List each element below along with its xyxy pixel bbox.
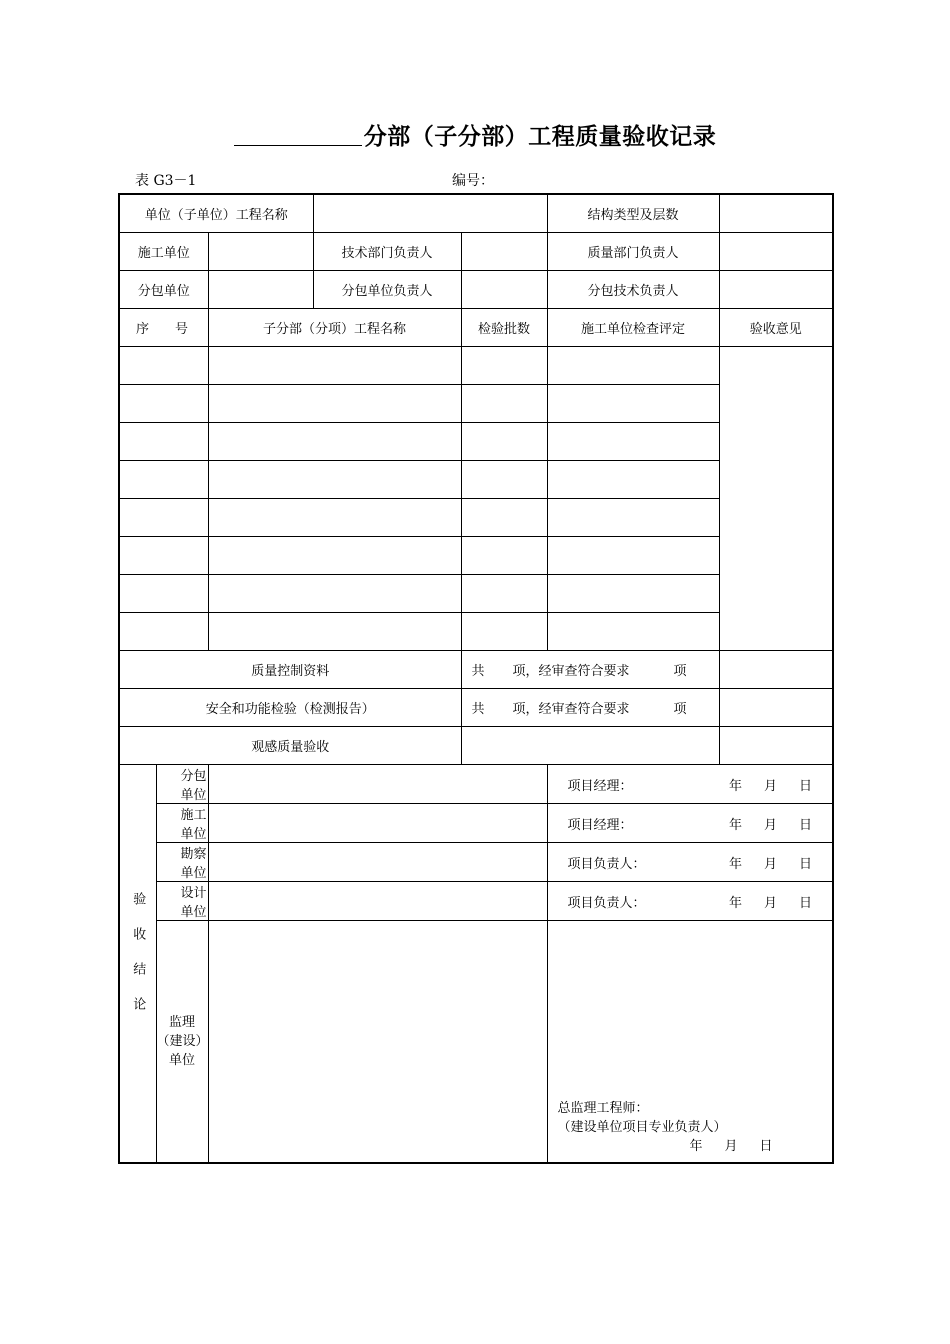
date-line: 年 月 日 xyxy=(728,895,812,911)
inspection-cell[interactable] xyxy=(547,461,719,499)
seq-cell[interactable] xyxy=(119,385,208,423)
seq-cell[interactable] xyxy=(119,423,208,461)
safety-check-opinion[interactable] xyxy=(719,689,833,727)
safety-check-count[interactable] xyxy=(461,689,719,727)
header-row-2 xyxy=(119,233,833,271)
sign-label: 项目负责人： xyxy=(567,856,646,872)
unit-name-label: 单位（子单位）工程名称 xyxy=(119,194,313,233)
name-cell[interactable] xyxy=(208,347,461,385)
quality-docs-count[interactable] xyxy=(461,651,719,689)
owner-rep-label: （建设单位项目专业负责人） xyxy=(557,1120,727,1135)
quality-docs-row xyxy=(119,651,833,689)
appearance-label: 观感质量验收 xyxy=(119,727,461,765)
unit-label: 施工单位 xyxy=(156,804,208,843)
col-batches: 检验批数 xyxy=(461,309,547,347)
form-title xyxy=(0,118,950,151)
sign-label: 项目经理： xyxy=(567,817,633,833)
appearance-row xyxy=(119,727,833,765)
constructor-field[interactable] xyxy=(208,233,313,271)
date-line: 年 月 日 xyxy=(728,856,812,872)
count-approved-label: 项，经审查符合要求 xyxy=(512,664,630,679)
quality-docs-label: 质量控制资料 xyxy=(119,651,461,689)
supervisor-row xyxy=(119,921,833,1164)
opinion-cell[interactable] xyxy=(719,347,833,651)
inspection-cell[interactable] xyxy=(547,537,719,575)
form-title-text: 分部（子分部）工程质量验收记录 xyxy=(363,124,717,150)
unit-label: 勘察单位 xyxy=(156,843,208,882)
title-blank[interactable] xyxy=(234,123,362,146)
batches-cell[interactable] xyxy=(461,347,547,385)
tech-dept-label: 技术部门负责人 xyxy=(313,233,461,271)
unit-remark-field[interactable] xyxy=(208,804,547,843)
unit-remark-field[interactable] xyxy=(208,843,547,882)
sign-cell[interactable] xyxy=(547,804,833,843)
seq-cell[interactable] xyxy=(119,575,208,613)
chief-engineer-label: 总监理工程师： xyxy=(557,1101,649,1116)
col-inspection: 施工单位检查评定 xyxy=(547,309,719,347)
seq-cell[interactable] xyxy=(119,499,208,537)
acceptance-table xyxy=(118,193,834,1164)
quality-dept-label: 质量部门负责人 xyxy=(547,233,719,271)
name-cell[interactable] xyxy=(208,537,461,575)
batches-cell[interactable] xyxy=(461,575,547,613)
conclusion-row xyxy=(119,804,833,843)
batches-cell[interactable] xyxy=(461,461,547,499)
unit-label: 分包单位 xyxy=(156,765,208,804)
quality-docs-opinion[interactable] xyxy=(719,651,833,689)
sign-label: 项目经理： xyxy=(567,778,633,794)
sign-cell[interactable] xyxy=(547,882,833,921)
unit-label: 设计单位 xyxy=(156,882,208,921)
form-number: 表 G3－1 xyxy=(135,173,197,189)
supervisor-sign-cell[interactable] xyxy=(547,921,833,1164)
sign-label: 项目负责人： xyxy=(567,895,646,911)
tech-dept-field[interactable] xyxy=(461,233,547,271)
sub-unit-head-label: 分包单位负责人 xyxy=(313,271,461,309)
seq-cell[interactable] xyxy=(119,613,208,651)
inspection-cell[interactable] xyxy=(547,385,719,423)
column-header-row xyxy=(119,309,833,347)
batches-cell[interactable] xyxy=(461,499,547,537)
inspection-cell[interactable] xyxy=(547,423,719,461)
unit-remark-field[interactable] xyxy=(208,882,547,921)
sign-cell[interactable] xyxy=(547,843,833,882)
count-approved-label: 项，经审查符合要求 xyxy=(512,702,630,717)
batches-cell[interactable] xyxy=(461,385,547,423)
inspection-cell[interactable] xyxy=(547,499,719,537)
conclusion-row xyxy=(119,765,833,804)
header-row-3 xyxy=(119,271,833,309)
date-line: 年 月 日 xyxy=(689,1139,773,1154)
subcontractor-label: 分包单位 xyxy=(119,271,208,309)
structure-field[interactable] xyxy=(719,194,833,233)
count-total-label: 共 xyxy=(471,702,485,717)
name-cell[interactable] xyxy=(208,499,461,537)
count-unit-label: 项 xyxy=(673,664,687,679)
inspection-cell[interactable] xyxy=(547,613,719,651)
count-unit-label: 项 xyxy=(673,702,687,717)
inspection-cell[interactable] xyxy=(547,347,719,385)
supervisor-unit-label: 监理 （建设） 单位 xyxy=(156,921,208,1164)
unit-remark-field[interactable] xyxy=(208,765,547,804)
conclusion-side-label: 验收结论 xyxy=(119,765,156,1164)
date-line: 年 月 日 xyxy=(728,778,812,794)
name-cell[interactable] xyxy=(208,385,461,423)
name-cell[interactable] xyxy=(208,461,461,499)
batches-cell[interactable] xyxy=(461,537,547,575)
table-row xyxy=(119,347,833,385)
count-total-label: 共 xyxy=(471,664,485,679)
seq-cell[interactable] xyxy=(119,347,208,385)
supervisor-remark-field[interactable] xyxy=(208,921,547,1164)
safety-check-row xyxy=(119,689,833,727)
col-opinion: 验收意见 xyxy=(719,309,833,347)
sub-tech-head-field[interactable] xyxy=(719,271,833,309)
col-name: 子分部（分项）工程名称 xyxy=(208,309,461,347)
sub-tech-head-label: 分包技术负责人 xyxy=(547,271,719,309)
name-cell[interactable] xyxy=(208,613,461,651)
sub-unit-head-field[interactable] xyxy=(461,271,547,309)
seq-cell[interactable] xyxy=(119,537,208,575)
header-row-1 xyxy=(119,194,833,233)
unit-name-field[interactable] xyxy=(313,194,547,233)
inspection-cell[interactable] xyxy=(547,575,719,613)
structure-label: 结构类型及层数 xyxy=(547,194,719,233)
name-cell[interactable] xyxy=(208,423,461,461)
constructor-label: 施工单位 xyxy=(119,233,208,271)
subcontractor-field[interactable] xyxy=(208,271,313,309)
appearance-opinion[interactable] xyxy=(719,727,833,765)
sign-cell[interactable] xyxy=(547,765,833,804)
quality-dept-field[interactable] xyxy=(719,233,833,271)
conclusion-row xyxy=(119,882,833,921)
batches-cell[interactable] xyxy=(461,613,547,651)
col-seq: 序 号 xyxy=(119,309,208,347)
conclusion-row xyxy=(119,843,833,882)
serial-label: 编号： xyxy=(452,173,494,189)
batches-cell[interactable] xyxy=(461,423,547,461)
name-cell[interactable] xyxy=(208,575,461,613)
safety-check-label: 安全和功能检验（检测报告） xyxy=(119,689,461,727)
seq-cell[interactable] xyxy=(119,461,208,499)
date-line: 年 月 日 xyxy=(728,817,812,833)
appearance-field[interactable] xyxy=(461,727,719,765)
